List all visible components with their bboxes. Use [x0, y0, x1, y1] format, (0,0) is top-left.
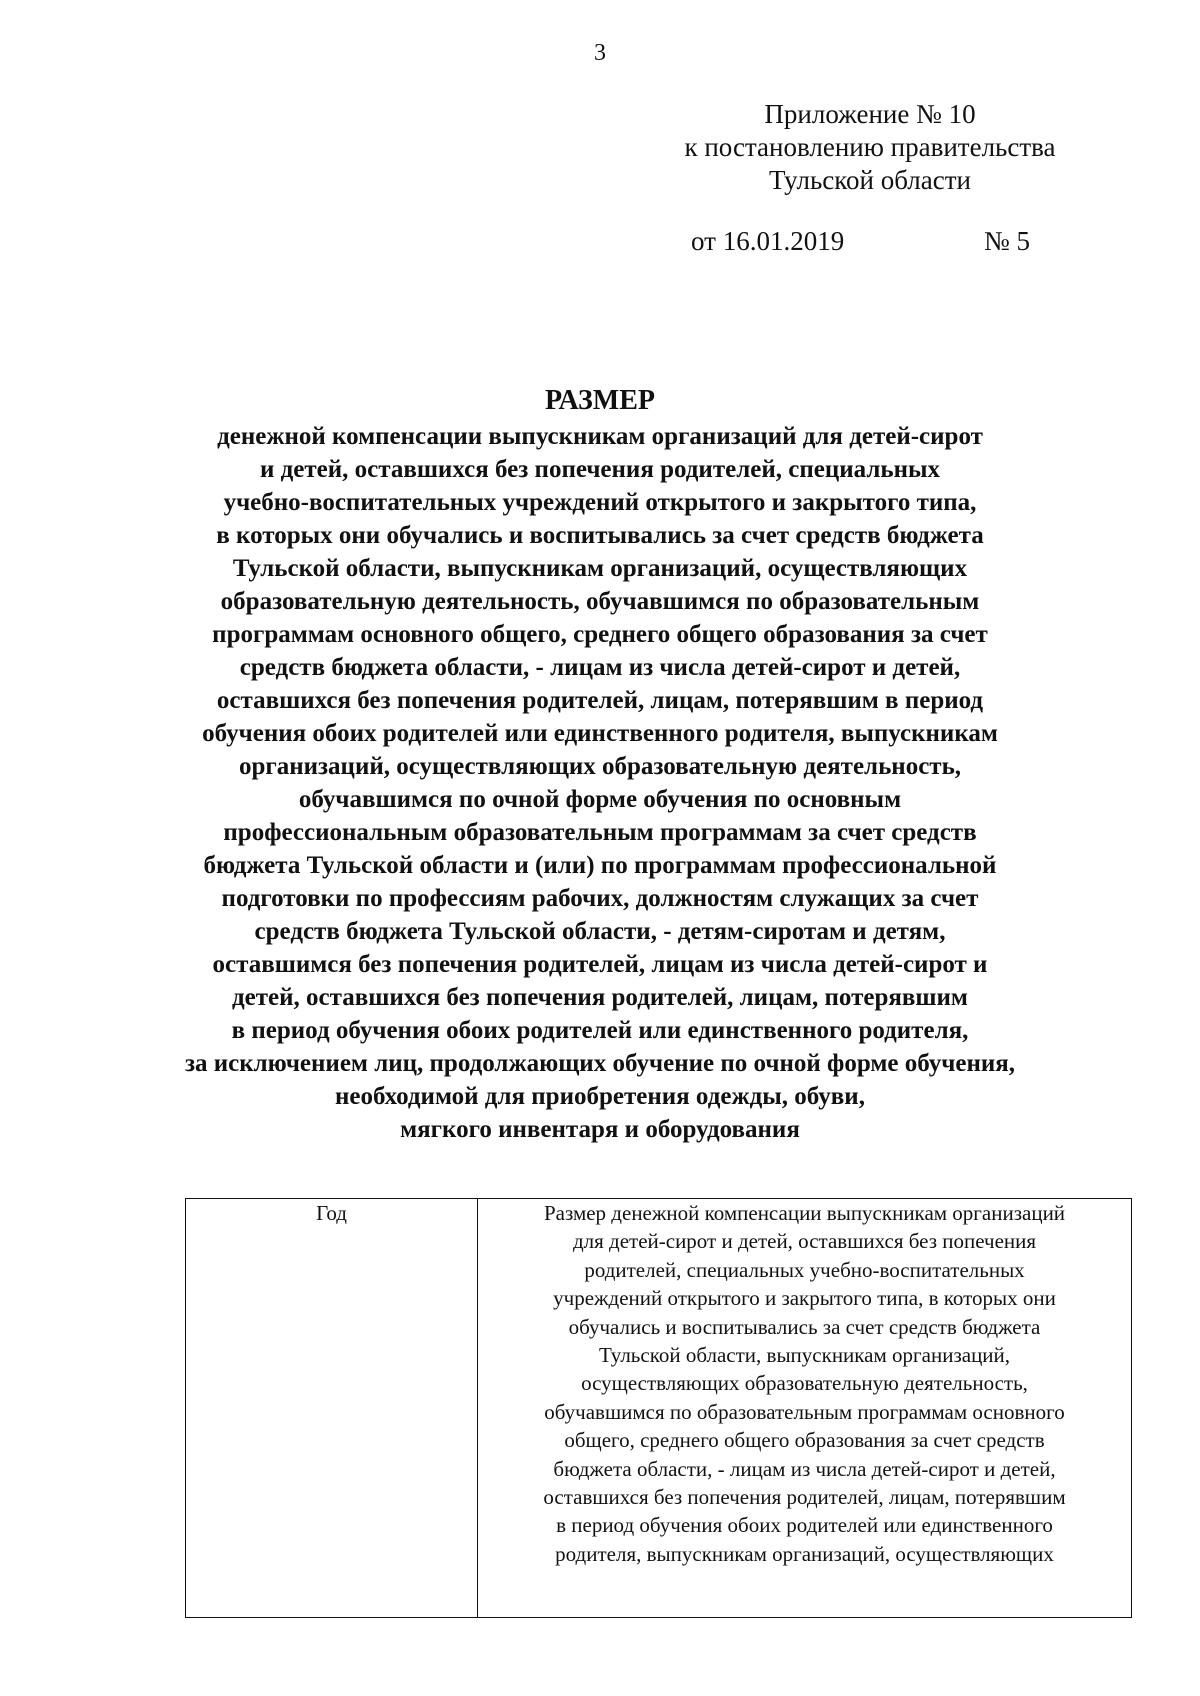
header-size-line: оставшихся без попечения родителей, лицам, потерявшим [543, 1485, 1066, 1510]
title-line: Тульской области, выпускникам организаций, осуществляющих [232, 555, 968, 582]
document-title [100, 384, 1100, 1146]
title-line: программам основного общего, среднего общего образования за счет [212, 621, 988, 648]
header-size-line: осуществляющих образовательную деятельность, [581, 1371, 1028, 1396]
appendix-header [640, 98, 1100, 197]
title-line: бюджета Тульской области и (или) по программам профессиональной [203, 852, 997, 879]
title-line: в которых они обучались и воспитывались за счет средств бюджета [216, 522, 984, 549]
title-line: учебно-воспитательных учреждений открытого и закрытого типа, [223, 489, 977, 516]
title-line: средств бюджета области, - лицам из числа детей-сирот и детей, [239, 654, 961, 681]
title-line: подготовки по профессиям рабочих, должностям служащих за счет [221, 885, 979, 912]
title-line: средств бюджета Тульской области, - детям-сиротам и детям, [254, 918, 946, 945]
title-line: детей, оставшихся без попечения родителей, лицам, потерявшим [232, 984, 968, 1011]
title-line: оставшихся без попечения родителей, лицам, потерявшим в период [216, 687, 984, 714]
compensation-table [185, 1198, 1132, 1618]
header-size-line: Тульской области, выпускникам организаций, [598, 1343, 1011, 1368]
header-year [186, 1199, 478, 1618]
decree-number: № 5 [984, 226, 1031, 256]
title-line: в период обучения обоих родителей или единственного родителя, [231, 1017, 969, 1044]
title-line: организаций, осуществляющих образовательную деятельность, [238, 753, 962, 780]
header-size-line: общего, среднего общего образования за счет средств [564, 1428, 1045, 1453]
header-size-line: в период обучения обоих родителей или единственного [556, 1513, 1053, 1538]
title-line: обучавшимся по очной форме обучения по основным [298, 786, 902, 813]
title-line: денежной компенсации выпускникам организаций для детей-сирот [217, 423, 983, 450]
title-line: профессиональным образовательным программам за счет средств [223, 819, 977, 846]
table-header-row [186, 1199, 1132, 1618]
header-size-line: бюджета области, - лицам из числа детей-сирот и детей, [553, 1456, 1056, 1481]
appendix-line: Приложение № 10 [764, 99, 976, 129]
title-heading: РАЗМЕР [544, 385, 656, 416]
title-line: необходимой для приобретения одежды, обуви, [335, 1083, 865, 1110]
title-body [100, 420, 1100, 1146]
header-size-line: Размер денежной компенсации выпускникам организаций [543, 1201, 1066, 1225]
header-size-line: обучались и воспитывались за счет средств бюджета [568, 1314, 1041, 1339]
header-size [478, 1199, 1132, 1618]
header-size-line: для детей-сирот и детей, оставшихся без попечения [572, 1229, 1037, 1254]
title-line: мягкого инвентаря и оборудования [400, 1116, 800, 1143]
decree-date: от 16.01.2019 [691, 226, 845, 256]
appendix-line: Тульской области [769, 165, 971, 195]
header-size-line: учреждений открытого и закрытого типа, в которых они [553, 1286, 1056, 1311]
header-size-line: родителей, специальных учебно-воспитательных [584, 1257, 1025, 1282]
title-line: оставшимся без попечения родителей, лицам из числа детей-сирот и [212, 951, 988, 978]
title-line: за исключением лиц, продолжающих обучение по очной форме обучения, [184, 1050, 1016, 1077]
page-number: 3 [594, 40, 606, 66]
appendix-line: к постановлению правительства [684, 132, 1056, 162]
header-size-line: обучавшимся по образовательным программам основного [544, 1399, 1065, 1424]
header-size-line: родителя, выпускникам организаций, осуществляющих [555, 1541, 1054, 1566]
header-year-label: Год [316, 1201, 347, 1225]
title-line: и детей, оставшихся без попечения родителей, специальных [259, 456, 941, 483]
title-line: обучения обоих родителей или единственного родителя, выпускникам [202, 720, 998, 747]
title-line: образовательную деятельность, обучавшимся по образовательным [220, 588, 980, 615]
